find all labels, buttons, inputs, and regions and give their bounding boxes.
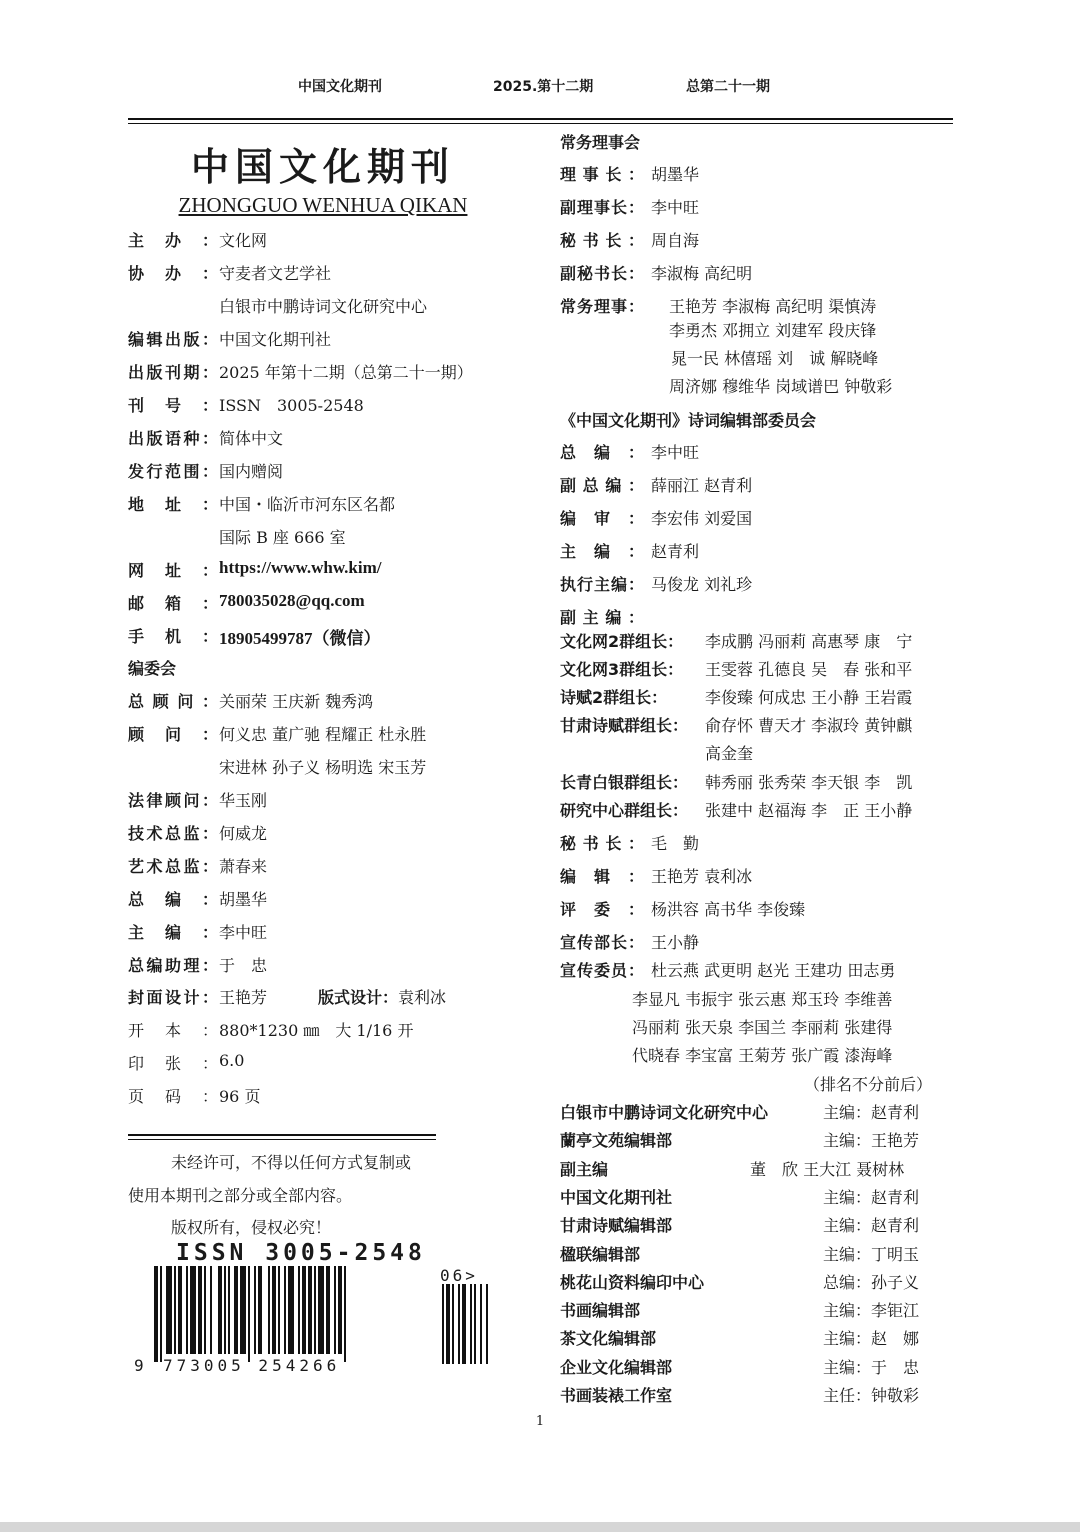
pub-info-value: 国内赠阅	[219, 462, 284, 481]
journal-title: 中国文化期刊	[190, 144, 455, 189]
organization-role: 主编：赵青利	[823, 1216, 920, 1236]
spec-label: 页 码 ：	[128, 1087, 218, 1106]
pub-info-label: 刊 号 ：	[128, 396, 218, 415]
copyright-notice-line1: 未经许可，不得以任何方式复制或	[171, 1153, 412, 1172]
council-value: 周自海	[651, 231, 700, 250]
poetry-value: 马俊龙 刘礼珍	[651, 575, 753, 594]
spec-value: 6.0	[219, 1051, 245, 1070]
spec-value: 880*1230 ㎜ 大 1/16 开	[219, 1021, 414, 1040]
pub-info-value: 守麦者文艺学社	[219, 264, 332, 283]
committee-member-line: 代晓春 李宝富 王菊芳 张广霞 漆海峰	[632, 1046, 893, 1065]
barcode-bar	[338, 1266, 342, 1354]
barcode-bar	[228, 1266, 230, 1354]
barcode-addon-bar	[462, 1284, 466, 1364]
pub-info-label: 协 办 ：	[128, 264, 218, 283]
group-leader-label: 甘肃诗赋群组长：	[560, 716, 689, 735]
header-issue: 2025.第十二期	[493, 79, 594, 95]
pub-info-label: 邮 箱 ：	[128, 594, 218, 613]
editorial-value: 李中旺	[219, 923, 268, 942]
pub-info-value: ISSN 3005-2548	[219, 396, 364, 415]
barcode-addon-bar	[480, 1284, 482, 1364]
journal-subtitle: ZHONGGUO WENHUA QIKAN	[178, 193, 468, 217]
editorial-value: 宋进林 孙子义 杨明选 宋玉芳	[219, 758, 427, 777]
poetry-value: 李中旺	[651, 443, 700, 462]
barcode-addon-bar	[452, 1284, 454, 1364]
barcode-bar	[204, 1266, 206, 1354]
poetry-value: 薛丽江 赵青利	[651, 476, 753, 495]
group-leader-value: 张建中 赵福海 李 正 王小静	[705, 801, 913, 820]
spec-label: 印 张 ：	[128, 1054, 218, 1073]
layout-design-label: 版式设计：	[318, 988, 399, 1007]
notice-rule-thin	[128, 1139, 436, 1140]
council-member-line: 周济娜 穆维华 岗域谱巴 钟敬彩	[669, 377, 893, 396]
pub-info-label: 地 址 ：	[128, 495, 218, 514]
pub-info-value: 2025 年第十二期（总第二十一期）	[219, 363, 473, 382]
barcode-bar	[224, 1266, 226, 1354]
order-note: （排名不分前后）	[804, 1075, 933, 1094]
pub-info-value: https://www.whw.kim/	[219, 558, 382, 577]
barcode-bar	[318, 1266, 324, 1354]
barcode-bar	[272, 1266, 276, 1354]
editorial-label: 顾 问 ：	[128, 725, 218, 744]
poetry-staff-value: 毛 勤	[651, 834, 700, 853]
editorial-value: 何义忠 董广驰 程耀正 杜永胜	[219, 725, 427, 744]
barcode-bar	[190, 1266, 196, 1354]
pub-info-label: 发 行 范 围 ：	[128, 462, 218, 481]
organization-name: 蘭亭文苑编辑部	[560, 1131, 673, 1151]
pub-info-label: 主 办 ：	[128, 231, 218, 250]
organization-role: 主编：于 忠	[823, 1357, 920, 1377]
poetry-label: 编 审 ：	[560, 509, 644, 528]
barcode-bar	[198, 1266, 202, 1354]
organization-role: 主编：赵 娜	[823, 1329, 920, 1349]
organization-role: 主编：赵青利	[823, 1187, 920, 1207]
notice-rule	[128, 1134, 436, 1136]
barcode-bar	[298, 1266, 300, 1354]
page-number: 1	[535, 1414, 545, 1429]
poetry-staff-label: 评 委 ：	[560, 900, 644, 919]
poetry-staff-label: 宣 传 委 员 ：	[560, 961, 644, 980]
barcode-bar	[178, 1266, 182, 1354]
organization-role: 主编：李钜江	[823, 1301, 920, 1321]
copyright-notice-line2: 使用本期刊之部分或全部内容。	[128, 1186, 353, 1205]
organization-role: 总编：孙子义	[823, 1272, 920, 1292]
council-value: 胡墨华	[651, 165, 700, 184]
poetry-staff-label: 秘 书 长 ：	[560, 834, 644, 853]
pub-info-value: 白银市中鹏诗词文化研究中心	[219, 297, 428, 316]
barcode-bar	[218, 1266, 222, 1354]
group-leader-label: 长青白银群组长：	[560, 773, 689, 792]
organization-name: 白银市中鹏诗词文化研究中心	[560, 1103, 769, 1122]
spec-label: 开 本 ：	[128, 1021, 218, 1040]
group-leader-value: 王雯蓉 孔德良 吴 春 张和平	[705, 660, 913, 679]
editorial-label: 总 顾 问 ：	[128, 692, 218, 711]
group-leader-value: 高金奎	[705, 744, 754, 763]
barcode-bar	[248, 1266, 250, 1362]
poetry-label: 总 编 ：	[560, 443, 644, 462]
pub-info-label: 出 版 刊 期 ：	[128, 363, 218, 382]
organization-name: 茶文化编辑部	[560, 1329, 657, 1349]
pub-info-label: 编 辑 出 版 ：	[128, 330, 218, 349]
council-label: 理 事 长 ：	[560, 165, 644, 184]
barcode-addon-bar	[458, 1284, 460, 1364]
organization-name: 书画装裱工作室	[560, 1386, 673, 1405]
organization-name: 桃花山资料编印中心	[560, 1272, 705, 1292]
organization-name: 企业文化编辑部	[560, 1357, 673, 1377]
editorial-label: 技 术 总 监 ：	[128, 824, 218, 843]
copyright-notice-line3: 版权所有，侵权必究！	[171, 1218, 332, 1237]
group-leader-value: 李俊臻 何成忠 王小静 王岩霞	[705, 688, 913, 707]
barcode-addon-bar	[446, 1284, 450, 1364]
editorial-label: 主 编 ：	[128, 923, 218, 942]
pub-info-value: 中国・临沂市河东区名都	[219, 495, 396, 514]
poetry-staff-label: 编 辑 ：	[560, 867, 644, 886]
barcode-bar	[174, 1266, 176, 1354]
editorial-value: 关丽荣 王庆新 魏秀鸿	[219, 692, 374, 711]
poetry-committee-title: 《中国文化期刊》诗词编辑部委员会	[560, 411, 817, 430]
barcode-addon: 06>	[440, 1266, 478, 1285]
barcode-number: 773005 254266	[163, 1356, 341, 1375]
organization-role: 主编：赵青利	[823, 1103, 920, 1122]
barcode-bar	[302, 1266, 306, 1354]
spec-value: 96 页	[219, 1087, 261, 1106]
barcode-issn: ISSN 3005-2548	[176, 1240, 426, 1266]
organization-name: 中国文化期刊社	[560, 1187, 673, 1207]
barcode-bar	[288, 1266, 294, 1354]
barcode-bar	[326, 1266, 330, 1354]
council-title: 常务理事会	[560, 133, 641, 152]
organization-name: 楹联编辑部	[560, 1244, 641, 1264]
group-leader-label: 文化网2群组长：	[560, 632, 684, 651]
editorial-value: 萧春来	[219, 857, 268, 876]
group-leader-label: 研究中心群组长：	[560, 801, 689, 820]
barcode-bar	[258, 1266, 262, 1354]
pub-info-label: 手 机 ：	[128, 627, 218, 646]
pub-info-value: 简体中文	[219, 429, 284, 448]
editorial-label: 法 律 顾 问 ：	[128, 791, 218, 810]
organization-role: 主编：王艳芳	[823, 1131, 920, 1151]
cover-design-value: 王艳芳	[219, 988, 268, 1007]
editorial-label: 总 编 助 理 ：	[128, 956, 218, 975]
barcode-number-first: 9	[134, 1356, 144, 1375]
barcode-bar	[160, 1266, 162, 1362]
header-total-issue: 总第二十一期	[686, 79, 770, 95]
poetry-staff-value: 王小静	[651, 933, 700, 952]
barcode-addon-bar	[470, 1284, 472, 1364]
organization-role: 主编：丁明玉	[823, 1244, 920, 1264]
barcode-bar	[186, 1266, 188, 1354]
pub-info-label: 网 址 ：	[128, 561, 218, 580]
poetry-label: 副 总 编 ：	[560, 476, 644, 495]
group-leader-value: 李成鹏 冯丽莉 高惠琴 康 宁	[705, 632, 913, 651]
barcode-bar	[154, 1266, 158, 1362]
barcode-bar	[240, 1266, 246, 1354]
committee-member-line: 李显凡 韦振宇 张云惠 郑玉玲 李维善	[632, 990, 893, 1009]
organization-name: 副主编	[560, 1159, 609, 1179]
editorial-label: 总 编 ：	[128, 890, 218, 909]
pub-info-value: 国际 B 座 666 室	[219, 528, 346, 547]
editorial-value: 何威龙	[219, 824, 268, 843]
barcode-bar	[234, 1266, 238, 1354]
editorial-value: 胡墨华	[219, 890, 268, 909]
barcode-bar	[308, 1266, 312, 1354]
barcode-addon-bar	[474, 1284, 476, 1364]
council-value: 王艳芳 李淑梅 高纪明 渠慎涛	[669, 297, 877, 316]
organization-role: 董 欣 王大江 聂树林	[750, 1159, 905, 1179]
editorial-label: 艺 术 总 监 ：	[128, 857, 218, 876]
header-journal-name: 中国文化期刊	[298, 79, 382, 95]
pub-info-value: 18905499787（微信）	[219, 629, 381, 648]
header-rule-thin	[128, 123, 953, 124]
group-leader-label: 文化网3群组长：	[560, 660, 684, 679]
council-value: 李中旺	[651, 198, 700, 217]
header-rule	[128, 118, 953, 120]
poetry-value: 李宏伟 刘爱国	[651, 509, 753, 528]
pub-info-value: 中国文化期刊社	[219, 330, 332, 349]
council-member-line: 李勇杰 邓拥立 刘建军 段庆锋	[669, 321, 877, 340]
layout-design-value: 袁利冰	[398, 988, 447, 1007]
group-leader-value: 韩秀丽 张秀荣 李天银 李 凯	[705, 773, 913, 792]
editorial-value: 华玉刚	[219, 791, 268, 810]
pub-info-value: 文化网	[219, 231, 268, 250]
council-label: 常 务 理 事 ：	[560, 297, 644, 316]
barcode-addon-bar	[442, 1284, 444, 1364]
barcode-bar	[344, 1266, 346, 1362]
cover-design-label: 封 面 设 计 ：	[128, 988, 218, 1007]
committee-member-line: 冯丽莉 张天泉 李国兰 李丽莉 张建得	[632, 1018, 893, 1037]
pub-info-value: 780035028@qq.com	[219, 591, 365, 610]
organization-role: 主任：钟敬彩	[823, 1386, 920, 1405]
poetry-value: 赵青利	[651, 542, 700, 561]
poetry-staff-value: 杜云燕 武更明 赵光 王建功 田志勇	[651, 961, 896, 980]
editorial-value: 于 忠	[219, 956, 268, 975]
editorial-title: 编委会	[128, 659, 177, 678]
barcode-bar	[334, 1266, 336, 1354]
poetry-label: 执 行 主 编 ：	[560, 575, 644, 594]
council-label: 副 秘 书 长 ：	[560, 264, 644, 283]
barcode-bar	[254, 1266, 256, 1354]
council-member-line: 晁一民 林僖瑶 刘 诚 解晓峰	[671, 349, 879, 368]
council-value: 李淑梅 高纪明	[651, 264, 753, 283]
poetry-label: 副 主 编 ：	[560, 608, 644, 627]
council-label: 副 理 事 长 ：	[560, 198, 644, 217]
organization-name: 甘肃诗赋编辑部	[560, 1216, 673, 1236]
group-leader-label: 诗赋2群组长：	[560, 688, 668, 707]
barcode-bar	[166, 1266, 172, 1354]
poetry-staff-value: 杨洪容 高书华 李俊臻	[651, 900, 806, 919]
poetry-staff-value: 王艳芳 袁利冰	[651, 867, 753, 886]
barcode-bar	[210, 1266, 212, 1354]
barcode-bar	[268, 1266, 270, 1354]
barcode-bar	[278, 1266, 280, 1354]
poetry-staff-label: 宣 传 部 长 ：	[560, 933, 644, 952]
barcode-bar	[284, 1266, 286, 1354]
bottom-bar	[0, 1522, 1080, 1532]
organization-name: 书画编辑部	[560, 1301, 641, 1321]
barcode-bar	[314, 1266, 316, 1354]
poetry-label: 主 编 ：	[560, 542, 644, 561]
layout-design	[318, 985, 446, 1008]
council-label: 秘 书 长 ：	[560, 231, 644, 250]
group-leader-value: 俞存怀 曹天才 李淑玲 黄钟麒	[705, 716, 913, 735]
barcode-addon-bar	[486, 1284, 488, 1364]
pub-info-label: 出 版 语 种 ：	[128, 429, 218, 448]
